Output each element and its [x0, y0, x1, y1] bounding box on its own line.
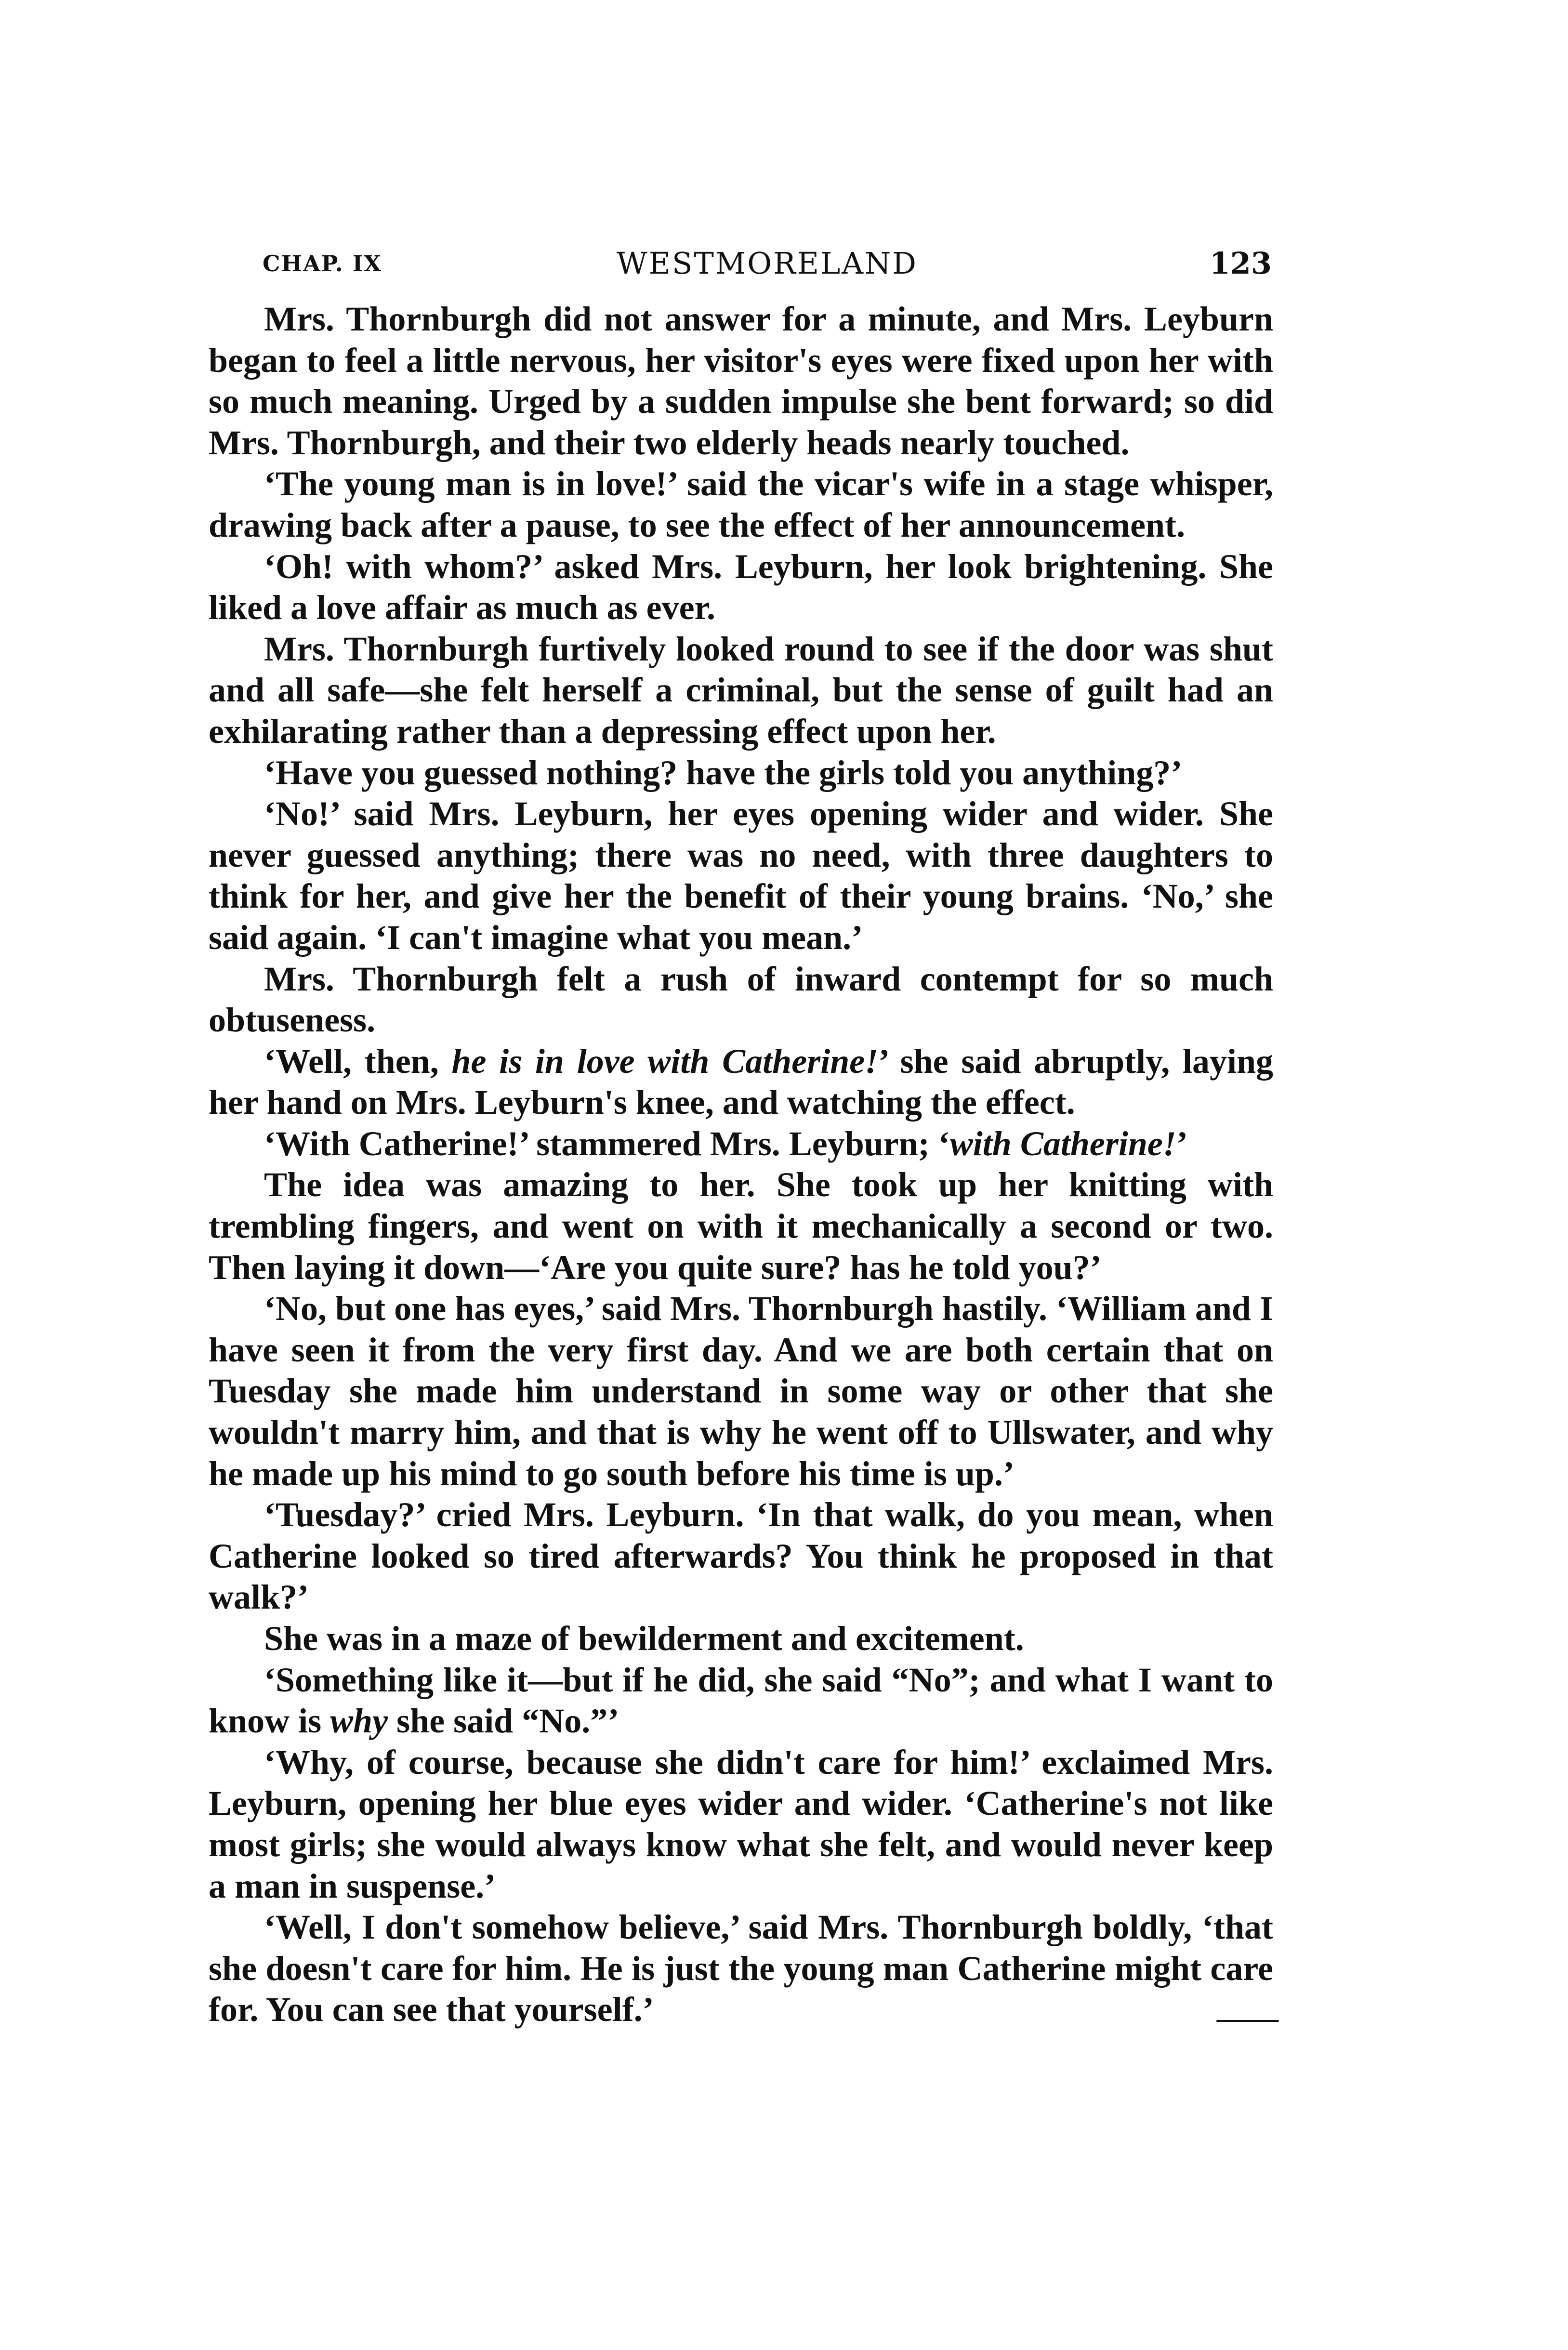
- catchword-rule: [1216, 2020, 1279, 2022]
- paragraph: Mrs. Thornburgh felt a rush of inward contempt for so much obtuseness.: [209, 959, 1273, 1040]
- text-run: ‘Well, then,: [264, 1042, 452, 1081]
- paragraph: ‘No, but one has eyes,’ said Mrs. Thornburgh hastily. ‘William and I have seen it from the very first day. And we are both certain that on Tuesday she made him understand in some way or other that she wouldn't marry him, and that is why he went off to Ullswater, and why he made up his mind to go south before his time is up.’: [209, 1289, 1273, 1493]
- paragraph: She was in a maze of bewilderment and excitement.: [264, 1619, 1024, 1658]
- paragraph: ‘Well, I don't somehow believe,’ said Mrs. Thornburgh boldly, ‘that she doesn't care for him. He is just the young man Catherine might care for. You can see that yourself.’: [209, 1908, 1273, 2029]
- italic-emphasis: why: [330, 1702, 388, 1741]
- paragraph: [209, 1660, 1273, 1742]
- text-run: ‘With Catherine!’ stammered Mrs. Leyburn; ‘: [264, 1124, 950, 1163]
- paragraph: ‘Oh! with whom?’ asked Mrs. Leyburn, her look brightening. She liked a love affair as much as ever.: [209, 547, 1273, 627]
- italic-emphasis: with Catherine!: [949, 1124, 1176, 1163]
- paragraph: [209, 1041, 1273, 1123]
- paragraph: Mrs. Thornburgh did not answer for a minute, and Mrs. Leyburn began to feel a little nervous, her visitor's eyes were fixed upon her with so much meaning. Urged by a sudden impulse she bent forward; so did Mrs. Thornburgh, and their two elderly heads nearly touched.: [209, 300, 1273, 462]
- paragraph: The idea was amazing to her. She took up her knitting with trembling fingers, and went on with it mechanically a second or two. Then laying it down—‘Are you quite sure? has he told you?’: [209, 1165, 1273, 1287]
- paragraph: ‘Tuesday?’ cried Mrs. Leyburn. ‘In that walk, do you mean, when Catherine looked so tired afterwards? You think he proposed in that walk?’: [209, 1495, 1273, 1617]
- paragraph: ‘Why, of course, because she didn't care for him!’ exclaimed Mrs. Leyburn, opening her blue eyes wider and wider. ‘Catherine's not like most girls; she would always know what she felt, and would never keep a man in suspense.’: [209, 1743, 1273, 1905]
- paragraph: ‘Have you guessed nothing? have the girls told you anything?’: [264, 753, 1183, 792]
- running-title: WESTMORELAND: [617, 246, 918, 281]
- text-run: ’ she said abruptly, laying her hand on Mrs. Leyburn's knee, and watching the effect.: [209, 1042, 1273, 1122]
- paragraph: ‘The young man is in love!’ said the vicar's wife in a stage whisper, drawing back after a pause, to see the effect of her announcement.: [209, 464, 1273, 544]
- body-text: [209, 299, 1273, 2029]
- paragraph: Mrs. Thornburgh furtively looked round to see if the door was shut and all safe—she felt herself a criminal, but the sense of guilt had an exhilarating rather than a depressing effect upon her.: [209, 629, 1273, 751]
- text-run: she said “No.”’: [388, 1702, 619, 1741]
- paragraph: [209, 1123, 1273, 1165]
- chapter-label: CHAP. IX: [263, 251, 382, 277]
- text-run: ‘Something like it—but if he did, she said “No”; and what I want to know is: [209, 1660, 1273, 1741]
- running-header: [263, 244, 1272, 283]
- italic-emphasis: he is in love with Catherine!: [451, 1042, 879, 1081]
- text-run: ’: [1176, 1124, 1188, 1163]
- page-number: 123: [1209, 246, 1272, 281]
- paragraph: ‘No!’ said Mrs. Leyburn, her eyes opening wider and wider. She never guessed anything; there was no need, with three daughters to think for her, and give her the benefit of their young brains. ‘No,’ she said again. ‘I can't imagine what you mean.’: [209, 794, 1273, 957]
